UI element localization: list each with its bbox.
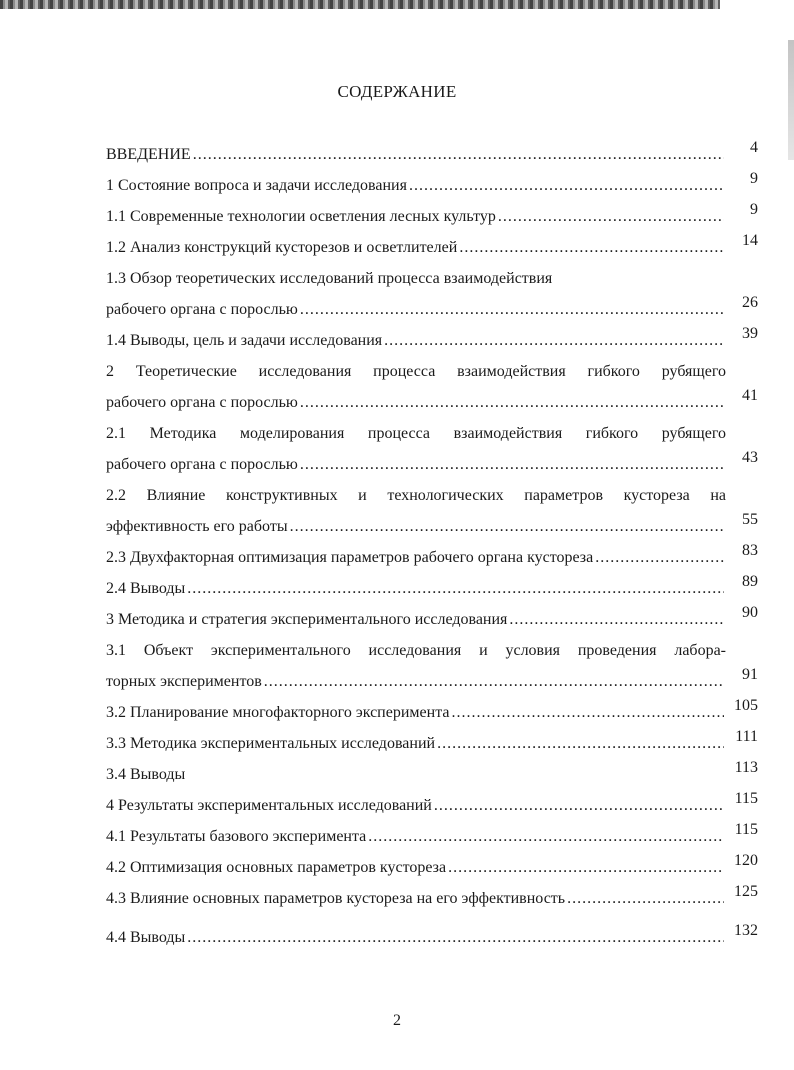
toc-entry[interactable] xyxy=(106,852,778,883)
toc-entry-title: 3 Методика и стратегия экспериментального исследования xyxy=(106,611,508,628)
toc-entry[interactable] xyxy=(106,883,778,914)
toc-entry[interactable] xyxy=(106,325,778,356)
toc-page-number: 9 xyxy=(750,170,758,187)
toc-entry[interactable] xyxy=(106,790,778,821)
toc-entry-title: 1.3 Обзор теоретических исследований процесса взаимодействия xyxy=(106,270,553,287)
toc-entry-title: 1.4 Выводы, цель и задачи исследования xyxy=(106,332,383,349)
toc-leader xyxy=(409,170,724,201)
toc-entry[interactable] xyxy=(106,139,778,170)
toc-entry[interactable] xyxy=(106,759,778,790)
toc-entry[interactable] xyxy=(106,697,778,728)
toc-entry-title-continued: эффективность его работы xyxy=(106,518,288,535)
toc-entry[interactable] xyxy=(106,232,778,263)
toc-entry[interactable] xyxy=(106,170,778,201)
toc-page-number: 83 xyxy=(742,542,758,559)
toc-entry[interactable] xyxy=(106,635,778,697)
toc-entry[interactable] xyxy=(106,356,778,418)
toc-leader xyxy=(595,542,724,573)
toc-page-number: 41 xyxy=(742,387,758,404)
toc-entry[interactable] xyxy=(106,542,778,573)
toc-page-number: 89 xyxy=(742,573,758,590)
toc-entry[interactable] xyxy=(106,418,778,480)
toc-page-number: 111 xyxy=(735,728,758,745)
toc-entry-title: 1 Состояние вопроса и задачи исследования xyxy=(106,177,407,194)
toc-leader xyxy=(368,821,724,852)
toc-page-number: 55 xyxy=(742,511,758,528)
toc-leader xyxy=(300,449,724,480)
toc-entry-title: 2.2 Влияние конструктивных и технологических параметров кустореза на xyxy=(106,487,726,504)
toc-page-number: 43 xyxy=(742,449,758,466)
toc-page-number: 115 xyxy=(734,790,758,807)
toc-page-number: 132 xyxy=(734,922,758,939)
toc-leader xyxy=(459,232,724,263)
toc-leader xyxy=(300,294,724,325)
toc-page-number: 14 xyxy=(742,232,758,249)
toc-entry[interactable] xyxy=(106,573,778,604)
toc-entry-title: 1.1 Современные технологии осветления лесных культур xyxy=(106,208,496,225)
toc-entry[interactable] xyxy=(106,821,778,852)
toc-leader xyxy=(187,573,724,604)
toc-page-number: 4 xyxy=(750,139,758,156)
toc-entry-title: ВВЕДЕНИЕ xyxy=(106,146,191,163)
toc-entry-title: 3.1 Объект экспериментального исследования и условия проведения лабора- xyxy=(106,642,726,659)
toc-leader xyxy=(434,790,724,821)
toc-page-number: 91 xyxy=(742,666,758,683)
toc-leader xyxy=(290,511,724,542)
toc-page-number: 115 xyxy=(734,821,758,838)
toc-entry-title-continued: торных экспериментов xyxy=(106,673,262,690)
toc-entry-title: 2.4 Выводы xyxy=(106,580,186,597)
toc-page-number: 120 xyxy=(734,852,758,869)
toc-leader xyxy=(437,728,724,759)
toc-entry[interactable] xyxy=(106,263,778,325)
toc-leader xyxy=(567,883,724,914)
toc-entry-title: 1.2 Анализ конструкций кусторезов и осветлителей xyxy=(106,239,458,256)
toc-entry-title: 4 Результаты экспериментальных исследований xyxy=(106,797,432,814)
toc-leader xyxy=(193,139,724,170)
toc-entry-title: 4.1 Результаты базового эксперимента xyxy=(106,828,367,845)
toc-entry[interactable] xyxy=(106,922,778,953)
scan-edge-artifact xyxy=(0,0,720,9)
toc-page-number: 113 xyxy=(734,759,758,776)
toc-entry-title: 4.4 Выводы xyxy=(106,929,186,946)
toc-leader xyxy=(264,666,724,697)
toc-leader xyxy=(451,697,724,728)
toc-entry-title: 3.3 Методика экспериментальных исследований xyxy=(106,735,436,752)
page-number: 2 xyxy=(393,1012,401,1029)
toc-entry-title-continued: рабочего органа с порослью xyxy=(106,394,298,411)
toc-entry-title: 3.2 Планирование многофакторного эксперимента xyxy=(106,704,450,721)
toc-leader xyxy=(498,201,724,232)
toc-page-number: 9 xyxy=(750,201,758,218)
toc-entry-title-continued: рабочего органа с порослью xyxy=(106,456,298,473)
toc-page-number: 105 xyxy=(734,697,758,714)
toc-entry[interactable] xyxy=(106,728,778,759)
toc-page-number: 90 xyxy=(742,604,758,621)
toc-page-number: 26 xyxy=(742,294,758,311)
table-of-contents xyxy=(106,139,778,953)
toc-entry-title: 2.1 Методика моделирования процесса взаимодействия гибкого рубящего xyxy=(106,425,726,442)
toc-leader xyxy=(300,387,724,418)
toc-entry-title: 4.3 Влияние основных параметров кустореза на его эффективность xyxy=(106,890,566,907)
toc-entry[interactable] xyxy=(106,604,778,635)
toc-page-number: 39 xyxy=(742,325,758,342)
toc-entry-title: 4.2 Оптимизация основных параметров кустореза xyxy=(106,859,447,876)
toc-entry[interactable] xyxy=(106,480,778,542)
toc-entry-title-continued: рабочего органа с порослью xyxy=(106,301,298,318)
toc-leader xyxy=(187,922,724,953)
toc-leader xyxy=(448,852,724,883)
toc-page-number: 125 xyxy=(734,883,758,900)
toc-entry-title: 2.3 Двухфакторная оптимизация параметров рабочего органа кустореза xyxy=(106,549,594,566)
toc-entry[interactable] xyxy=(106,201,778,232)
page-title: СОДЕРЖАНИЕ xyxy=(337,82,457,101)
toc-entry-title: 2 Теоретические исследования процесса взаимодействия гибкого рубящего xyxy=(106,363,726,380)
toc-leader xyxy=(509,604,724,635)
toc-leader xyxy=(384,325,724,356)
toc-entry-title: 3.4 Выводы xyxy=(106,766,186,783)
